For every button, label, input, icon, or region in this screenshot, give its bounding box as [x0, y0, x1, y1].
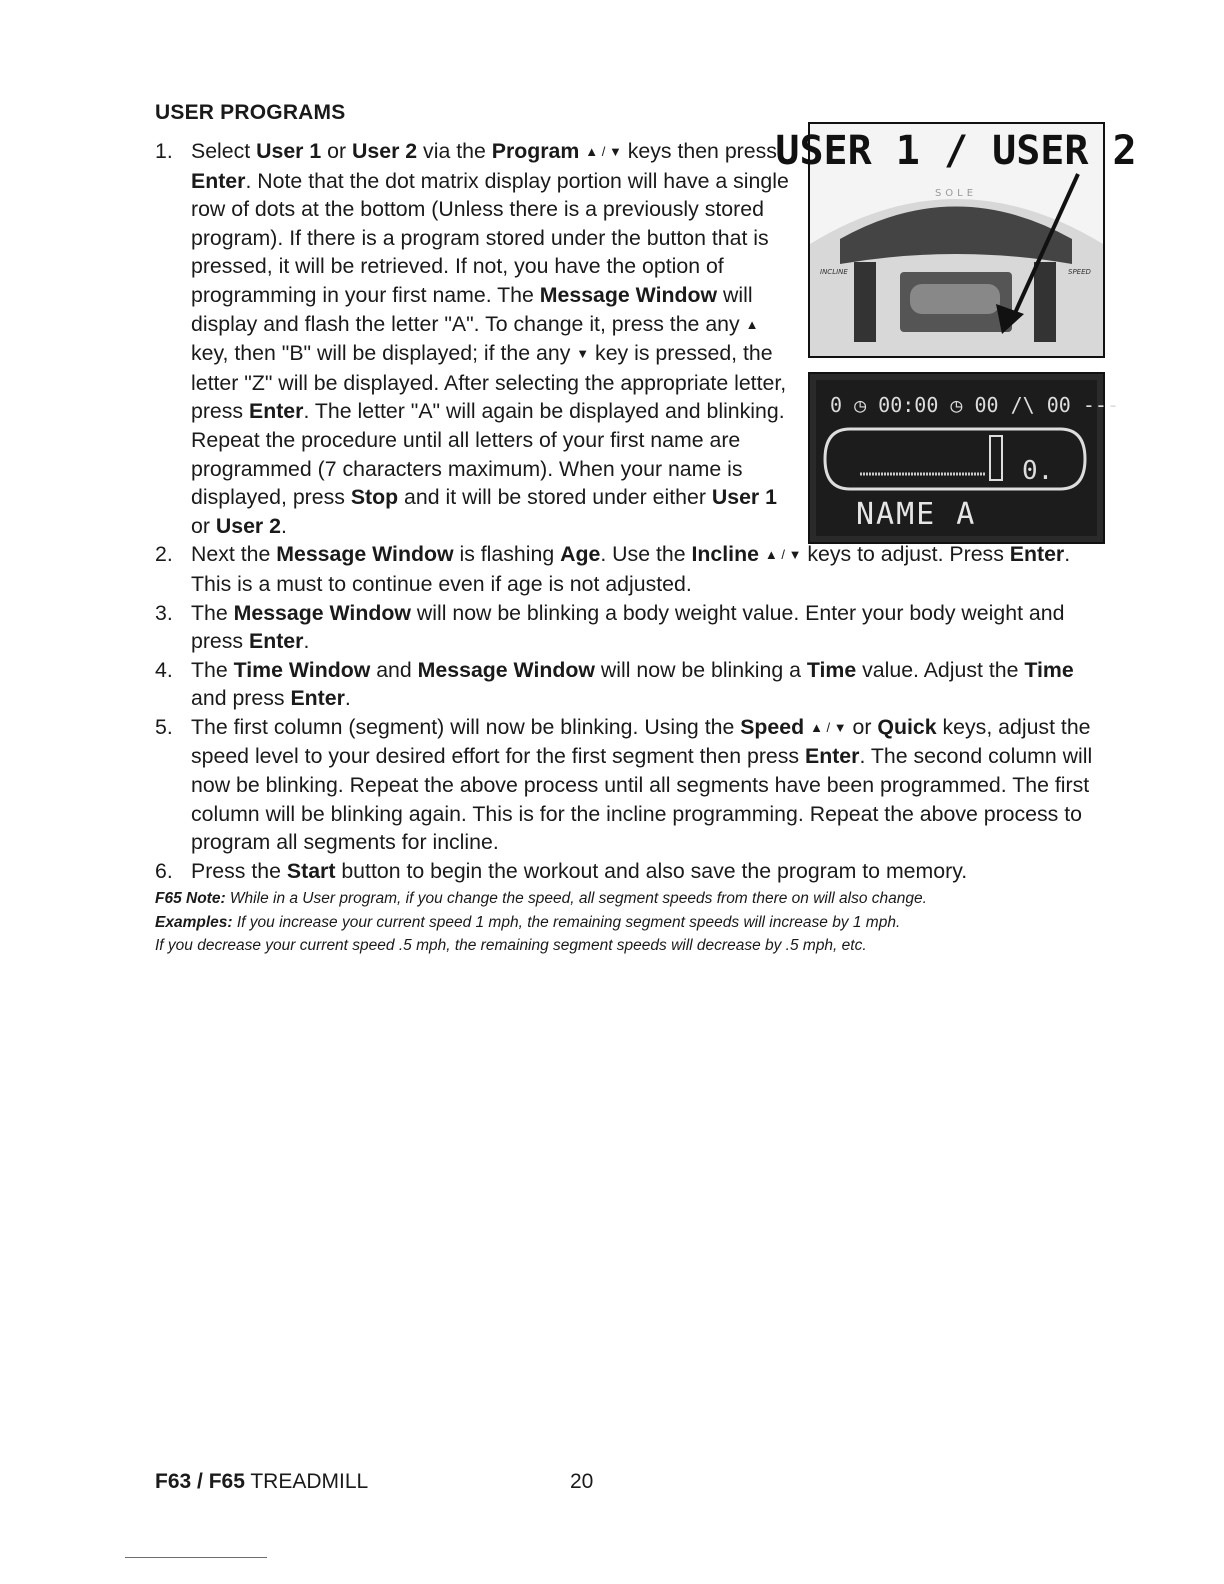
bold-text: Speed: [740, 714, 805, 739]
bold-text: Start: [286, 858, 336, 883]
list-item: [155, 599, 1115, 656]
text: Press the: [191, 858, 287, 883]
bold-text: Enter: [290, 686, 345, 711]
text: . The letter "A" will again be displayed and blinking. Repeat the procedure until all letters of your first name are programmed (7 characters maximum). When your name is displayed, press: [191, 399, 785, 510]
text: . Note that the dot matrix display portion will have a single row of dots at the bottom (Unless there is a previously stored program). If there is a program stored under the button that is pressed, it will be retrieved. If not, you have the option of programming in your first name. The: [191, 168, 789, 307]
incline-label: INCLINE: [820, 268, 848, 276]
bold-text: Enter: [249, 399, 304, 424]
bold-text: User 1: [256, 139, 322, 163]
bold-text: Age: [560, 542, 601, 567]
bold-text: Stop: [350, 485, 399, 510]
bold-text: User 2: [215, 513, 281, 538]
step-number: 6.: [155, 858, 173, 883]
page-number: 20: [570, 1470, 594, 1493]
text: is flashing: [453, 542, 561, 567]
note-line: [155, 911, 1115, 935]
text: will now be blinking a: [594, 657, 807, 682]
text: . This is a must to continue even if age is not adjusted.: [191, 542, 1071, 596]
step-number: 2.: [155, 542, 173, 567]
step-number: 5.: [155, 714, 173, 739]
bold-text: Enter: [191, 168, 246, 193]
bold-text: Enter: [805, 744, 860, 769]
model-bold: F63 / F65: [155, 1470, 245, 1493]
text: or: [191, 513, 216, 538]
list-item: [155, 857, 1115, 886]
text: and press: [191, 686, 291, 711]
text: . The second column will now be blinking. Repeat the above process until all segments have been programmed. The first column will be blinking again. This is for the incline programming. Repeat the above process to program all segments for incline.: [191, 744, 1093, 855]
bold-text: Time: [1024, 657, 1074, 682]
list-item: [155, 713, 1115, 857]
note-line: [155, 887, 1115, 911]
down-arrow-icon: ▼: [576, 346, 590, 362]
list-item: [155, 137, 1115, 540]
bold-text: User 2: [352, 139, 418, 163]
note-text: While in a User program, if you change the speed, all segment speeds from there on will also change.: [225, 890, 927, 907]
text: key is pressed, the letter "Z" will be displayed. After selecting the appropriate letter, press: [191, 341, 787, 424]
text: The first column (segment) will now be blinking. Using the: [191, 714, 741, 739]
text: keys then press: [621, 139, 777, 163]
svg-text:0.: 0.: [1022, 456, 1054, 486]
text: button to begin the workout and also save the program to memory.: [335, 858, 968, 883]
note-text: If you decrease your current speed .5 mph, the remaining segment speeds will decrease by .5 mph, etc.: [155, 937, 867, 954]
up-down-arrow-icon: ▲ / ▼: [764, 547, 802, 563]
text: will display and flash the letter "A". To change it, press the any: [191, 282, 753, 336]
bold-text: Message Window: [539, 282, 718, 307]
note-label: Examples:: [155, 913, 233, 931]
text: . Use the: [600, 542, 692, 567]
text: The: [191, 657, 234, 682]
bold-text: Message Window: [276, 542, 454, 567]
list-item: [155, 540, 1115, 598]
divider: [125, 1557, 267, 1558]
text: keys, adjust the speed level to your desired effort for the first segment then press: [191, 714, 1091, 769]
bold-text: Enter: [1009, 542, 1065, 567]
bold-text: Message Window: [233, 600, 411, 625]
bold-text: Enter: [249, 629, 304, 654]
section-heading: USER PROGRAMS: [155, 101, 346, 124]
text: and: [370, 657, 418, 682]
text: via the: [417, 139, 492, 163]
bold-text: Time: [806, 657, 857, 682]
list-item: [155, 656, 1115, 713]
text: and it will be stored under either: [398, 485, 712, 510]
note-line: [155, 934, 1115, 958]
user-display-text: USER 1 / USER 2: [775, 128, 1137, 174]
text: .: [280, 513, 287, 538]
text: Next the: [191, 542, 277, 567]
bold-text: Quick: [877, 714, 937, 739]
text: or: [846, 714, 878, 739]
text: Select: [191, 139, 257, 163]
up-down-arrow-icon: ▲ / ▼: [585, 144, 622, 159]
up-arrow-icon: ▲: [745, 316, 759, 332]
text: .: [344, 686, 351, 711]
note-label: F65 Note:: [155, 890, 226, 907]
text: keys to adjust. Press: [801, 542, 1010, 567]
bold-text: Program: [491, 139, 580, 163]
text: or: [321, 139, 353, 163]
bold-text: Time Window: [233, 657, 371, 682]
program-steps: [155, 137, 1115, 885]
model-text: TREADMILL: [244, 1470, 369, 1493]
text: key, then "B" will be displayed; if the any: [191, 341, 577, 366]
svg-text:0 ◷ 00:00 ◷ 00 /\ 00 ---: 0 ◷ 00:00 ◷ 00 /\ 00 ---: [830, 393, 1119, 417]
speed-label: SPEED: [1068, 268, 1091, 276]
text: The: [191, 600, 234, 625]
text: value. Adjust the: [856, 657, 1025, 682]
step-number: 1.: [155, 139, 173, 163]
note-text: If you increase your current speed 1 mph, the remaining segment speeds will increase by 1 mph.: [232, 913, 901, 931]
message-window-text: NAME A: [856, 497, 977, 532]
bold-text: Incline: [691, 542, 759, 567]
up-down-arrow-icon: ▲ / ▼: [810, 719, 847, 735]
notes: [155, 887, 1115, 958]
text: will now be blinking a body weight value. Enter your body weight and press: [191, 600, 1065, 654]
brand-text: SOLE: [934, 188, 978, 199]
step-number: 3.: [155, 600, 173, 625]
text: .: [303, 629, 310, 654]
bold-text: Message Window: [417, 657, 595, 682]
step-number: 4.: [155, 657, 173, 682]
bold-text: User 1: [711, 485, 777, 510]
footer-model: [155, 1470, 368, 1494]
